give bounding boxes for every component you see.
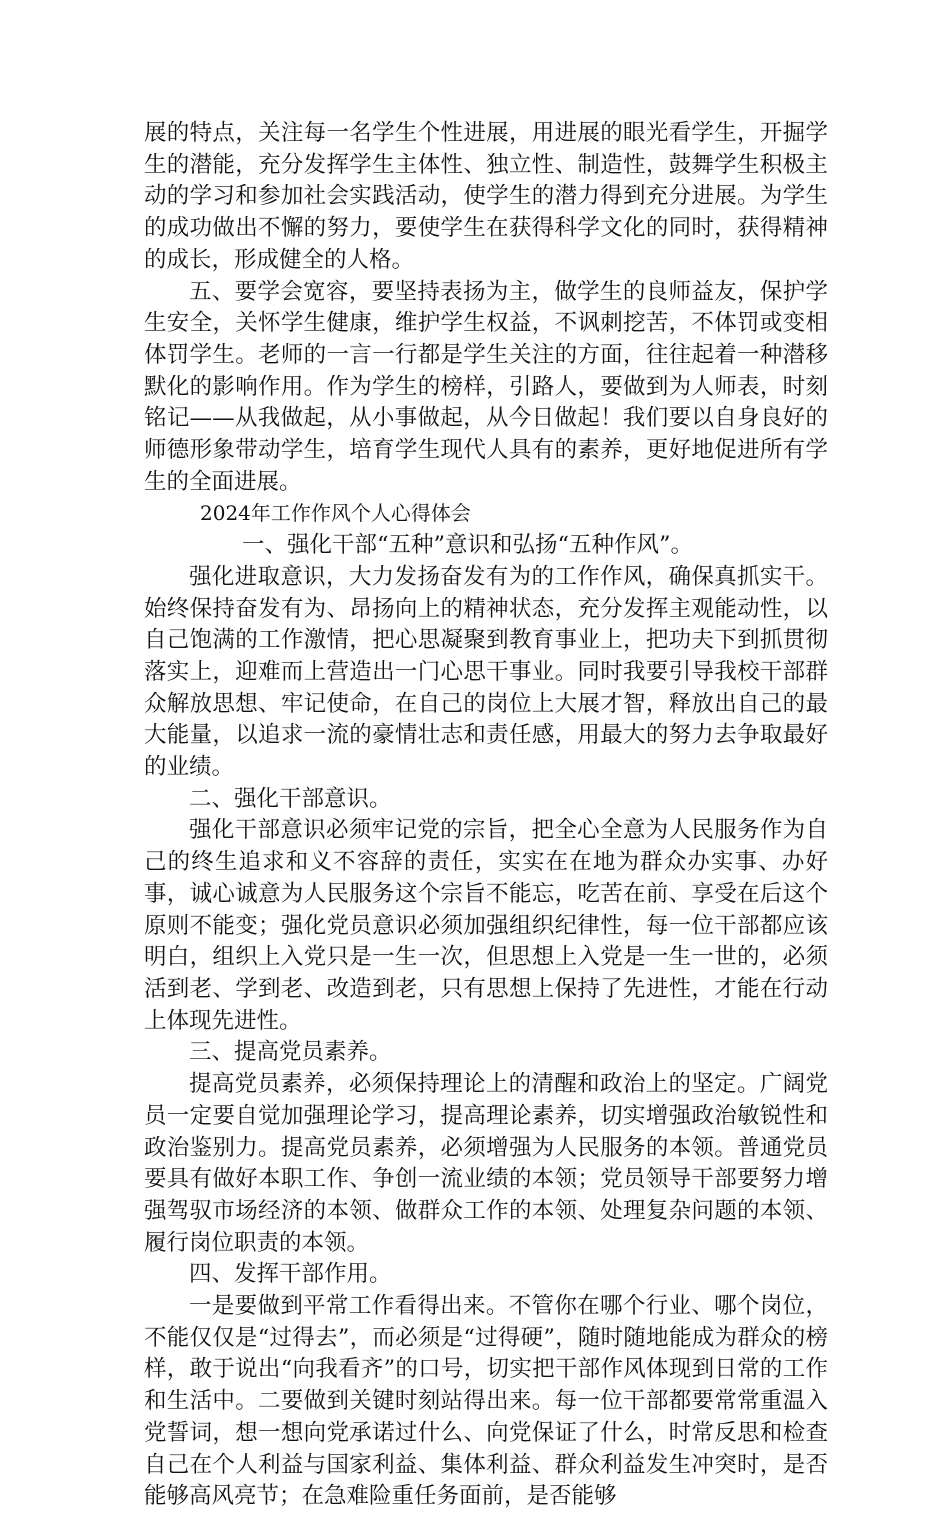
- document-body: [144, 118, 828, 1513]
- paragraph-cadre-role: 一是要做到平常工作看得出来。不管你在哪个行业、哪个岗位，不能仅仅是“过得去”，而必须是“过得硬”，随时随地能成为群众的榜样，敢于说出“向我看齐”的口号，切实把干部作风体现到日常的工作和生活中。二要做到关键时刻站得出来。每一位干部都要常常重温入党誓词，想一想向党承诺过什么、向党保证了什么，时常反思和检查自己在个人利益与国家利益、集体利益、群众利益发生冲突时，是否能够高风亮节；在急难险重任务面前，是否能够: [144, 1293, 828, 1510]
- paragraph-party-quality: 提高党员素养，必须保持理论上的清醒和政治上的坚定。广阔党员一定要自觉加强理论学习，提高理论素养，切实增强政治敏锐性和政治鉴别力。提高党员素养，必须增强为人民服务的本领。普通党员要具有做好本职工作、争创一流业绩的本领；党员领导干部要努力增强驾驭市场经济的本领、做群众工作的本领、处理复杂问题的本领、履行岗位职责的本领。: [144, 1071, 828, 1256]
- paragraph-five-tolerance: 五、要学会宽容，要坚持表扬为主，做学生的良师益友，保护学生安全，关怀学生健康，维护学生权益，不讽刺挖苦，不体罚或变相体罚学生。老师的一言一行都是学生关注的方面，往往起着一种潜移默化的影响作用。作为学生的榜样，引路人，要做到为人师表，时刻铭记——从我做起，从小事做起，从今日做起！我们要以自身良好的师德形象带动学生，培育学生现代人具有的素养，更好地促进所有学生的全面进展。: [144, 278, 828, 495]
- paragraph-progress-awareness: 强化进取意识，大力发扬奋发有为的工作作风，确保真抓实干。始终保持奋发有为、昂扬向上的精神状态，充分发挥主观能动性，以自己饱满的工作激情，把心思凝聚到教育事业上，把功夫下到抓贯彻落实上，迎难而上营造出一门心思干事业。同时我要引导我校干部群众解放思想、牢记使命，在自己的岗位上大展才智，释放出自己的最大能量，以追求一流的豪情壮志和责任感，用最大的努力去争取最好的业绩。: [144, 563, 828, 781]
- section-heading-two: 二、强化干部意识。: [189, 785, 392, 812]
- section-heading-four: 四、发挥干部作用。: [189, 1261, 392, 1288]
- section-heading-one: 一、强化干部“五种”意识和弘扬“五种作风”。: [242, 532, 694, 559]
- section-heading-three: 三、提高党员素养。: [189, 1039, 392, 1066]
- article-title: 2024年工作作风个人心得体会: [200, 501, 471, 526]
- paragraph-cadre-awareness: 强化干部意识必须牢记党的宗旨，把全心全意为人民服务作为自己的终生追求和义不容辞的责任，实实在在地为群众办实事、办好事，诚心诚意为人民服务这个宗旨不能忘，吃苦在前、享受在后这个原则不能变；强化党员意识必须加强组织纪律性，每一位干部都应该明白，组织上入党只是一生一次，但思想上入党是一生一世的，必须活到老、学到老、改造到老，只有思想上保持了先进性，才能在行动上体现先进性。: [144, 817, 828, 1034]
- paragraph-continuation: 展的特点，关注每一名学生个性进展，用进展的眼光看学生，开掘学生的潜能，充分发挥学生主体性、独立性、制造性，鼓舞学生积极主动的学习和参加社会实践活动，使学生的潜力得到充分进展。为学生的成功做出不懈的努力，要使学生在获得科学文化的同时，获得精神的成长，形成健全的人格。: [144, 120, 828, 273]
